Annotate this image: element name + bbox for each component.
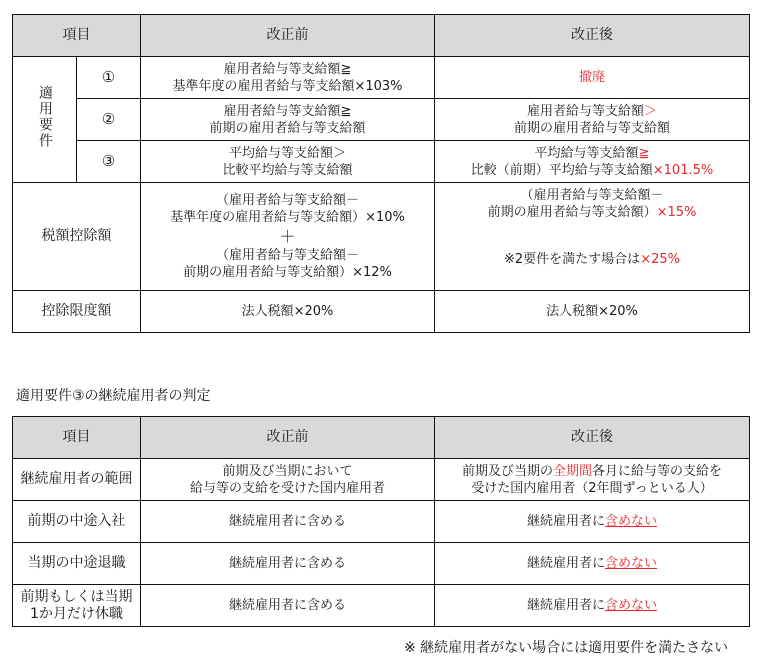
- row-before: 継続雇用者に含める: [141, 543, 435, 585]
- limit-label: 控除限度額: [13, 291, 141, 333]
- row-after: 継続雇用者に含めない: [435, 585, 750, 627]
- header-before: 改正前: [141, 15, 435, 57]
- tax-credit-after: （雇用者給与等支給額－ 前期の雇用者給与等支給額）×15% ※2要件を満たす場合は×25%: [435, 183, 750, 291]
- tax-credit-label: 税額控除額: [13, 183, 141, 291]
- header-item: 項目: [13, 417, 141, 459]
- scope-after: 前期及び当期の全期間各月に給与等の支給を 受けた国内雇用者（2年間ずっといる人）: [435, 459, 750, 501]
- tax-credit-before: （雇用者給与等支給額－ 基準年度の雇用者給与等支給額）×10% ＋ （雇用者給与等支給額－ 前期の雇用者給与等支給額）×12%: [141, 183, 435, 291]
- row-label: 前期もしくは当期 1か月だけ休職: [13, 585, 141, 627]
- requirement-number: ②: [77, 99, 141, 141]
- footnote: ※ 継続雇用者がない場合には適用要件を満たさない: [404, 640, 729, 656]
- requirement-3-after: 平均給与等支給額≧ 比較（前期）平均給与等支給額×101.5%: [435, 141, 750, 183]
- header-after: 改正後: [435, 417, 750, 459]
- scope-label: 継続雇用者の範囲: [13, 459, 141, 501]
- requirement-number: ③: [77, 141, 141, 183]
- row-after: 継続雇用者に含めない: [435, 501, 750, 543]
- row-label: 当期の中途退職: [13, 543, 141, 585]
- row-before: 継続雇用者に含める: [141, 585, 435, 627]
- abolished-badge: 撤廃: [578, 70, 605, 85]
- table-row: [13, 543, 750, 585]
- requirement-1-before: 雇用者給与等支給額≧ 基準年度の雇用者給与等支給額×103%: [141, 57, 435, 99]
- limit-before: 法人税額×20%: [141, 291, 435, 333]
- table-row: [13, 501, 750, 543]
- requirement-2-after: 雇用者給与等支給額＞ 前期の雇用者給与等支給額: [435, 99, 750, 141]
- requirement-2-before: 雇用者給与等支給額≧ 前期の雇用者給与等支給額: [141, 99, 435, 141]
- revision-comparison-table: [12, 14, 750, 333]
- section-title: 適用要件③の継続雇用者の判定: [16, 388, 211, 404]
- requirement-3-before: 平均給与等支給額＞ 比較平均給与等支給額: [141, 141, 435, 183]
- header-item: 項目: [13, 15, 141, 57]
- row-before: 継続雇用者に含める: [141, 501, 435, 543]
- row-after: 継続雇用者に含めない: [435, 543, 750, 585]
- limit-after: 法人税額×20%: [435, 291, 750, 333]
- row-label: 前期の中途入社: [13, 501, 141, 543]
- table-row: [13, 585, 750, 627]
- header-after: 改正後: [435, 15, 750, 57]
- continuous-employee-table: [12, 416, 750, 627]
- header-before: 改正前: [141, 417, 435, 459]
- requirement-1-after: [435, 57, 750, 99]
- requirement-number: ①: [77, 57, 141, 99]
- requirements-label: 適用要件: [13, 57, 77, 183]
- scope-before: 前期及び当期において 給与等の支給を受けた国内雇用者: [141, 459, 435, 501]
